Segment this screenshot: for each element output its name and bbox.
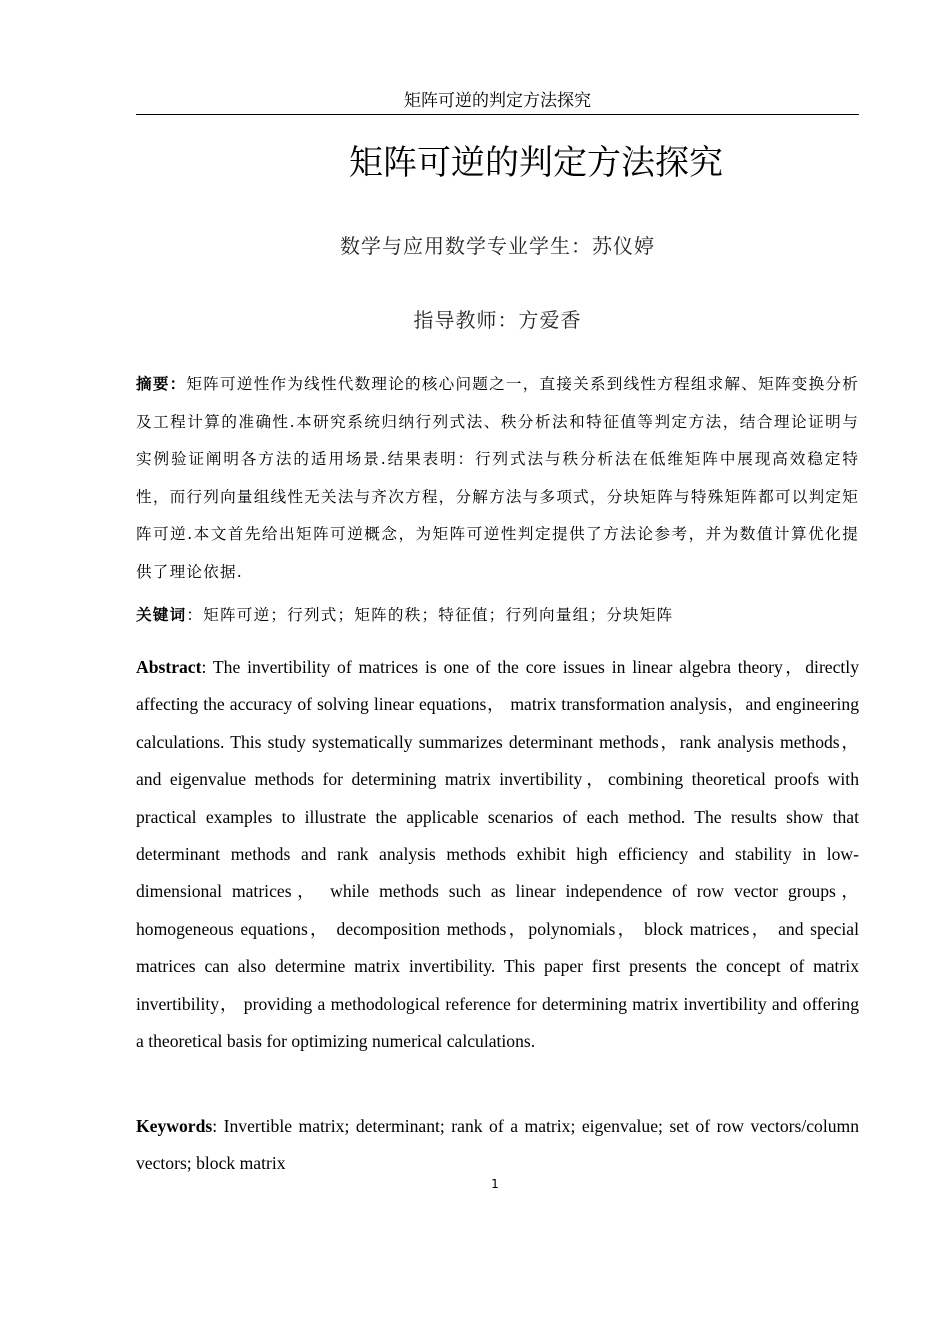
paper-title: 矩阵可逆的判定方法探究 bbox=[349, 143, 723, 183]
chinese-abstract-label: 摘要： bbox=[136, 374, 187, 393]
english-abstract bbox=[136, 649, 859, 1060]
author-line: 数学与应用数学专业学生：苏仪婷 bbox=[340, 234, 655, 258]
page-number: 1 bbox=[491, 1177, 499, 1191]
english-keywords-text: : Invertible matrix; determinant; rank of a matrix; eigenvalue; set of row vectors/column vectors; block matrix bbox=[136, 1116, 859, 1174]
english-abstract-label: Abstract bbox=[136, 657, 202, 677]
chinese-keywords-text: ：矩阵可逆；行列式；矩阵的秩；特征值；行列向量组；分块矩阵 bbox=[186, 606, 674, 624]
chinese-keywords-label: 关键词 bbox=[136, 605, 187, 624]
chinese-abstract bbox=[136, 365, 859, 591]
chinese-keywords bbox=[136, 600, 859, 630]
advisor-line: 指导教师：方爱香 bbox=[413, 308, 582, 332]
english-keywords-label: Keywords bbox=[136, 1116, 213, 1136]
english-keywords bbox=[136, 1108, 859, 1183]
header-rule bbox=[136, 114, 859, 115]
english-abstract-text: : The invertibility of matrices is one of the core issues in linear algebra theory，directly affecting the accuracy of solving linear equations， matrix transformation analysis，and engineering calculations. This study systematically summarizes determinant methods，rank analysis methods， and eigenvalue methods for determining matrix invertibility，combining theoretical proofs with practical examples to illustrate the applicable scenarios of each method. The results show that determinant methods and rank analysis methods exhibit high efficiency and stability in low-dimensional matrices， while methods such as linear independence of row vector groups， homogeneous equations， decomposition methods，polynomials， block matrices， and special matrices can also determine matrix invertibility. This paper first presents the concept of matrix invertibility， providing a methodological reference for determining matrix invertibility and offering a theoretical basis for optimizing numerical calculations. bbox=[136, 657, 859, 1052]
running-header: 矩阵可逆的判定方法探究 bbox=[404, 91, 591, 111]
chinese-abstract-text: 矩阵可逆性作为线性代数理论的核心问题之一，直接关系到线性方程组求解、矩阵变换分析及工程计算的准确性.本研究系统归纳行列式法、秩分析法和特征值等判定方法，结合理论证明与实例验证阐明各方法的适用场景.结果表明：行列式法与秩分析法在低维矩阵中展现高效稳定特性，而行列向量组线性无关法与齐次方程，分解方法与多项式，分块矩阵与特殊矩阵都可以判定矩阵可逆.本文首先给出矩阵可逆概念，为矩阵可逆性判定提供了方法论参考，并为数值计算优化提供了理论依据. bbox=[136, 375, 859, 581]
